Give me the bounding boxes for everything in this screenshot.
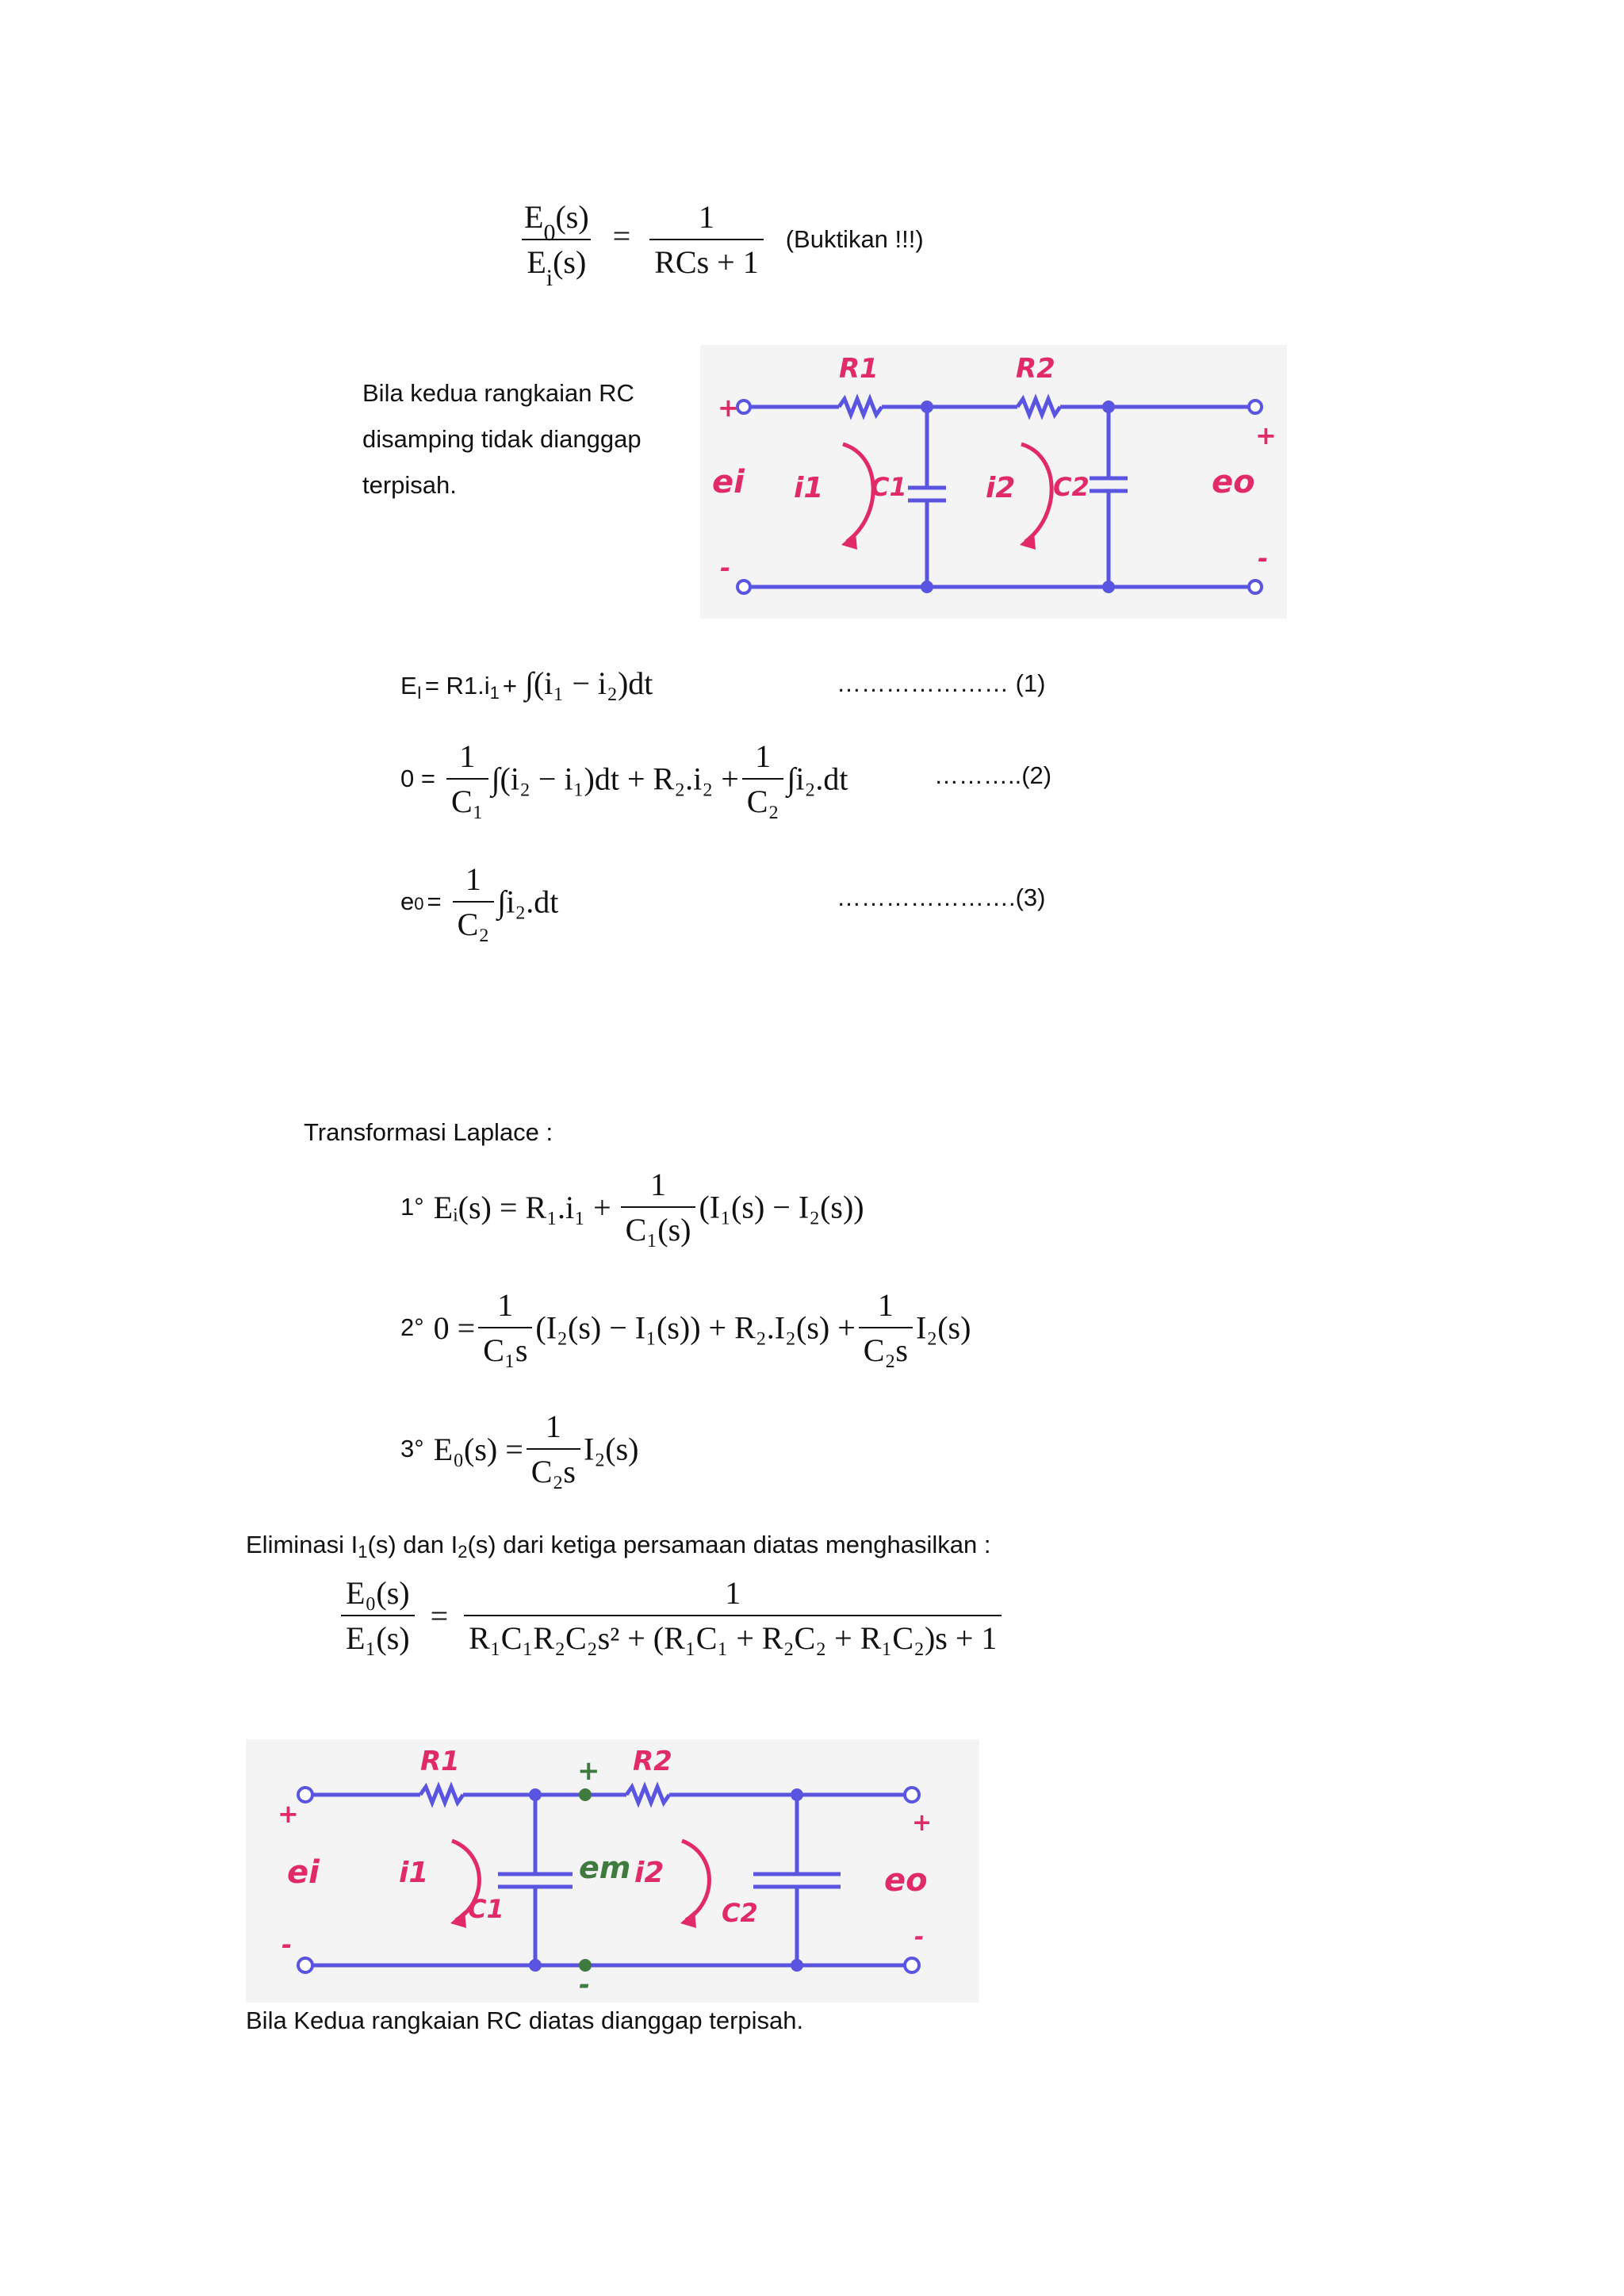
- eq2-frac-2: [742, 738, 784, 820]
- c2-em-label: em: [579, 1850, 631, 1885]
- loop-arrow-i2-icon: [1021, 444, 1051, 542]
- result-tf-lhs: [341, 1574, 415, 1657]
- c2-c2-label: C2: [722, 1898, 758, 1928]
- result-tf-rhs-num: 1: [725, 1575, 741, 1611]
- top-tf-den: E: [527, 244, 546, 280]
- elim-c: (s) dari ketiga persamaan diatas menghasilkan :: [467, 1531, 991, 1558]
- eq3-lhs: e: [400, 887, 415, 915]
- c2-ei-label: ei: [287, 1854, 320, 1891]
- laplace-2-lhs: 0 =: [433, 1309, 476, 1346]
- result-transfer-function: [341, 1574, 1002, 1657]
- laplace-1-f-num: 1: [650, 1167, 667, 1202]
- laplace-2-f2-num: 1: [877, 1287, 894, 1323]
- c1-minus-right: -: [1258, 543, 1269, 573]
- c2-r2-label: R2: [633, 1746, 672, 1777]
- intro-line-2: disamping tidak dianggap: [362, 425, 642, 453]
- top-tf-equals: =: [612, 218, 631, 255]
- laplace-1-tail: (I₁(s) − I₂(s)): [699, 1189, 864, 1225]
- c1-r1-label: R1: [839, 353, 879, 385]
- c2-minus-em: -: [579, 1969, 591, 2001]
- top-tf-rhs-num: 1: [698, 199, 714, 235]
- eq2-expr: ∫(i₂ − i₁)dt + R₂.i₂ +: [491, 761, 739, 797]
- c2-plus-em: +: [577, 1755, 600, 1787]
- laplace-3-marker: 3°: [400, 1435, 424, 1462]
- eq1-plus: +: [502, 672, 518, 700]
- em-plus-node-icon: [579, 1788, 592, 1801]
- eq1-mid: = R1.i: [424, 672, 490, 700]
- eq2-tail: ∫i₂.dt: [787, 761, 848, 797]
- buktikan-note: (Buktikan !!!): [785, 225, 924, 253]
- top-tf-num-arg: (s): [555, 199, 589, 235]
- result-tf-equals: =: [430, 1597, 449, 1634]
- eq3-tag: ………………….(3): [837, 884, 1046, 911]
- circuit-separated-diagram: [246, 1739, 979, 2003]
- eq2-frac-1: [446, 738, 488, 820]
- eq3-f-num: 1: [465, 861, 481, 897]
- c1-c2-label: C2: [1053, 472, 1090, 502]
- top-transfer-function: [519, 198, 924, 291]
- laplace-2-frac-2: [859, 1286, 913, 1369]
- c2-r1-label: R1: [420, 1746, 460, 1777]
- laplace-2-f1-num: 1: [497, 1287, 514, 1323]
- eq3-eq: =: [427, 887, 442, 915]
- laplace-1-frac: [621, 1166, 696, 1248]
- result-tf-rhs-den: R₁C₁R₂C₂s² + (R₁C₁ + R₂C₂ + R₁C₂)s + 1: [464, 1615, 1002, 1657]
- laplace-3-f-den: C₂s: [527, 1448, 580, 1490]
- eq2-lhs: 0 =: [400, 765, 435, 792]
- c2-minus-right: -: [914, 1923, 925, 1951]
- eq3-frac: [453, 861, 495, 943]
- eq1-mid-sub: 1: [489, 683, 500, 703]
- c2-plus-left: +: [278, 1799, 299, 1829]
- laplace-eq-3: [400, 1408, 638, 1490]
- eq2-tag: ………..(2): [934, 761, 1052, 789]
- elim-a: Eliminasi I: [246, 1531, 358, 1558]
- eq2-f2-num: 1: [755, 738, 772, 774]
- laplace-3-tail: I₂(s): [584, 1431, 639, 1467]
- laplace-2-f2-den: C₂s: [859, 1327, 913, 1369]
- laplace-eq-1: [400, 1166, 864, 1248]
- eq3-lhs-sub: 0: [414, 893, 424, 914]
- laplace-2-frac-1: [478, 1286, 532, 1369]
- top-tf-den-arg: (s): [553, 244, 587, 280]
- loop-arrow-i1-icon: [843, 444, 873, 542]
- c1-plus-right: +: [1255, 420, 1277, 450]
- laplace-3-lhs: E₀(s) =: [433, 1431, 523, 1467]
- eq2-f1-num: 1: [459, 738, 476, 774]
- c1-i2-label: i2: [986, 472, 1016, 504]
- eq1-integral: ∫(i₁ − i₂)dt: [525, 665, 653, 701]
- c2-i2-label: i2: [634, 1857, 665, 1889]
- c1-plus-left: +: [718, 393, 739, 423]
- intro-line-1: Bila kedua rangkaian RC: [362, 379, 634, 407]
- top-tf-lhs: [519, 198, 594, 291]
- eq1-lhs: E: [400, 672, 417, 700]
- result-tf-rhs: [464, 1574, 1002, 1657]
- time-eq-3: [400, 861, 558, 943]
- eq3-f-den: C₂: [453, 901, 495, 943]
- c1-ei-label: ei: [712, 464, 745, 500]
- top-tf-num-sub: 0: [543, 220, 556, 246]
- eq2-f2-den: C₂: [742, 778, 784, 820]
- time-eq-2: [400, 738, 848, 820]
- c2-c1-label: C1: [468, 1894, 504, 1924]
- laplace-2-f1-den: C₁s: [478, 1327, 532, 1369]
- laplace-eq-2: [400, 1286, 971, 1369]
- result-tf-lhs-num: E₀(s): [346, 1575, 410, 1611]
- top-tf-rhs-den: RCs + 1: [649, 239, 763, 281]
- laplace-1-lhs: Eᵢ(s) = R₁.i₁ +: [433, 1189, 611, 1225]
- laplace-heading: Transformasi Laplace :: [304, 1118, 553, 1146]
- c1-i1-label: i1: [794, 472, 824, 504]
- elim-a-sub: 1: [358, 1542, 368, 1562]
- top-tf-num: E: [524, 199, 544, 235]
- c1-minus-left: -: [720, 553, 731, 583]
- eq3-expr: ∫i₂.dt: [497, 884, 559, 920]
- c2-eo-label: eo: [884, 1862, 928, 1899]
- c1-c1-label: C1: [871, 472, 907, 502]
- time-eq-1: [400, 665, 653, 702]
- top-tf-rhs: [649, 198, 763, 281]
- laplace-1-marker: 1°: [400, 1193, 424, 1221]
- c2-plus-right: +: [912, 1809, 933, 1837]
- result-tf-lhs-den: E₁(s): [341, 1615, 415, 1657]
- eq1-tag: ………………… (1): [837, 669, 1046, 697]
- laplace-3-frac: [527, 1408, 580, 1490]
- loop2-arrow-i2-icon: [682, 1841, 709, 1920]
- circuit-coupled-diagram: [700, 345, 1287, 619]
- c2-i1-label: i1: [399, 1857, 429, 1889]
- eq2-f1-den: C₁: [446, 778, 488, 820]
- laplace-1-f-den: C₁(s): [621, 1206, 696, 1248]
- laplace-2-mid: (I₂(s) − I₁(s)) + R₂.I₂(s) +: [535, 1309, 856, 1346]
- eq1-lhs-sub: I: [416, 683, 422, 703]
- intro-line-3: terpisah.: [362, 471, 457, 499]
- c1-r2-label: R2: [1016, 353, 1055, 385]
- laplace-3-f-num: 1: [545, 1409, 561, 1444]
- closing-text: Bila Kedua rangkaian RC diatas dianggap terpisah.: [246, 2007, 804, 2034]
- c1-eo-label: eo: [1212, 464, 1255, 500]
- elimination-text: [246, 1531, 991, 1562]
- laplace-2-marker: 2°: [400, 1313, 424, 1341]
- elim-b: (s) dan I: [367, 1531, 458, 1558]
- c2-minus-left: -: [282, 1930, 293, 1960]
- laplace-2-tail: I₂(s): [915, 1309, 971, 1346]
- top-tf-den-sub: i: [546, 265, 553, 291]
- elim-b-sub: 2: [458, 1542, 468, 1562]
